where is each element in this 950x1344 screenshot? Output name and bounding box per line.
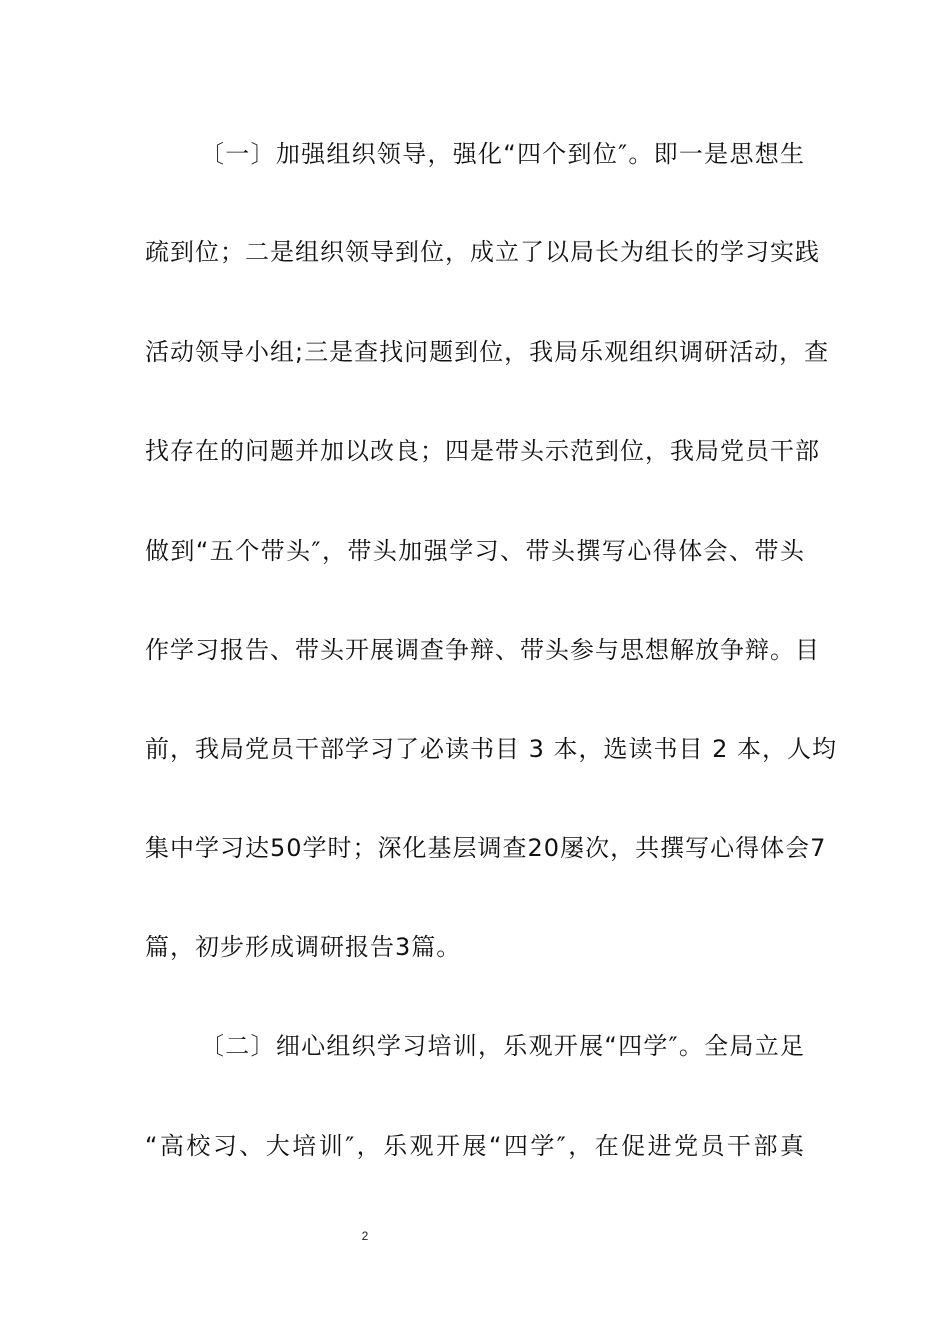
page-number: 2 <box>361 1229 369 1243</box>
text-line: 疏到位；二是组织领导到位，成立了以局长为组长的学习实践 <box>145 238 820 266</box>
text-line: 前，我局党员干部学习了必读书目 3 本，选读书目 2 本，人均 <box>145 735 838 763</box>
text-line: 〔一〕加强组织领导，强化“四个到位″。即一是思想生 <box>200 140 805 168</box>
text-line: 篇，初步形成调研报告3篇。 <box>145 933 462 961</box>
text-line: 找存在的问题并加以改良；四是带头示范到位，我局党员干部 <box>145 437 820 465</box>
text-line: “高校习、大培训″，乐观开展“四学″，在促进党员干部真 <box>145 1132 805 1160</box>
text-line: 活动领导小组;三是查找问题到位，我局乐观组织调研活动，查 <box>145 338 830 366</box>
text-line: 作学习报告、带头开展调查争辩、带头参与思想解放争辩。目 <box>145 636 820 664</box>
text-line: 做到“五个带头″，带头加强学习、带头撰写心得体会、带头 <box>145 537 805 565</box>
text-line: 集中学习达50学时；深化基层调查20屡次，共撰写心得体会7 <box>145 834 827 862</box>
text-line: 〔二〕细心组织学习培训，乐观开展“四学″。全局立足 <box>200 1032 805 1060</box>
